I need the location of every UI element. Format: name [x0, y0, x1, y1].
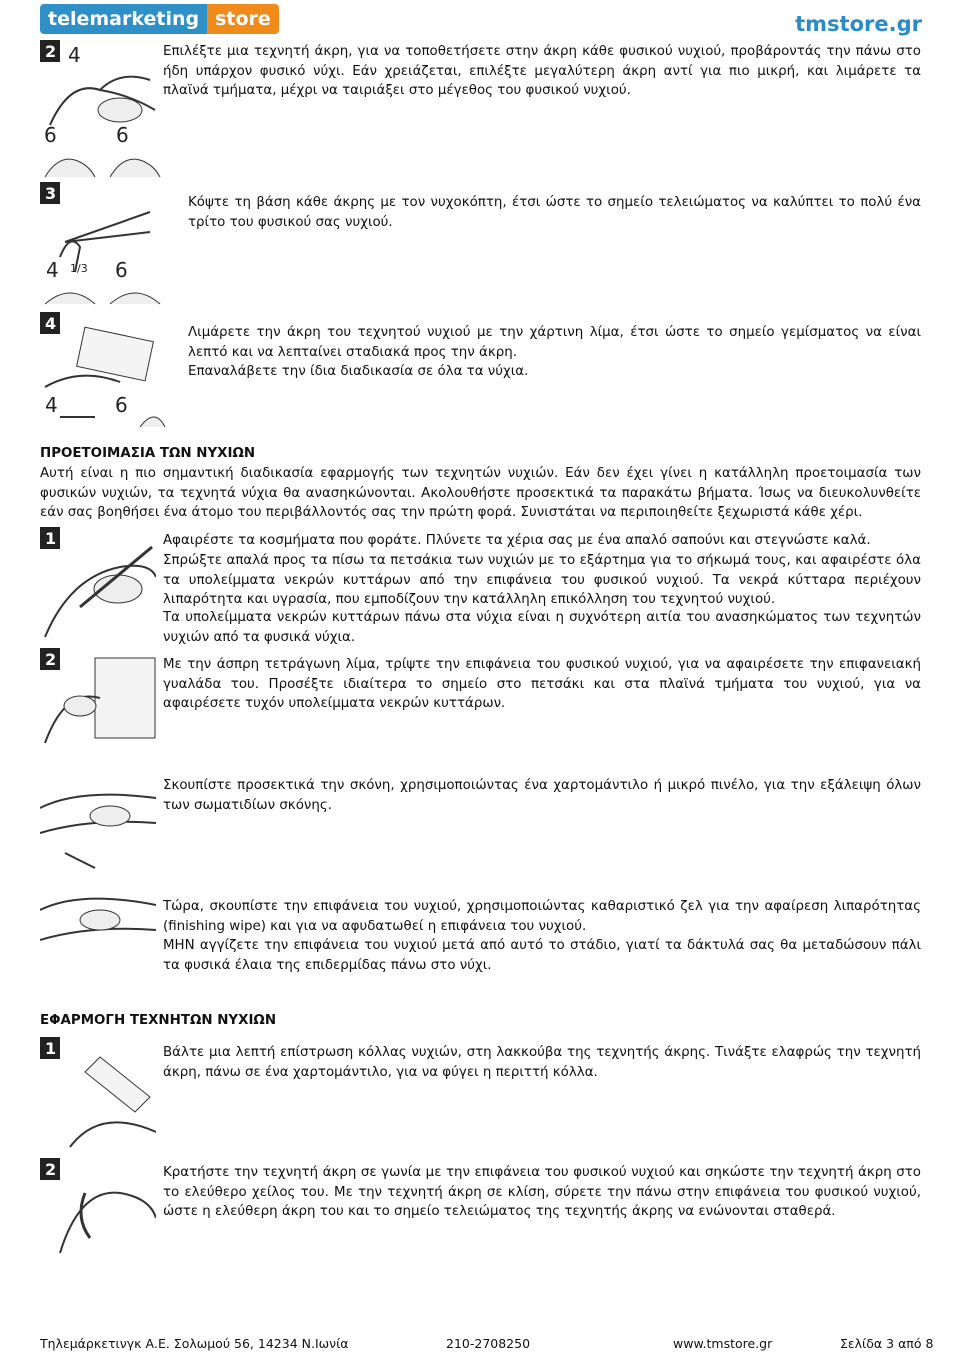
illustration-prep-cuticle — [40, 527, 156, 645]
footer-company: Τηλεμάρκετινγκ Α.Ε. Σολωμού 56, 14234 Ν.Ιωνία — [40, 1336, 349, 1351]
badge-label: 1/3 — [70, 262, 88, 275]
footer-phone: 210-2708250 — [446, 1336, 531, 1351]
badge-label: 4 — [45, 393, 58, 417]
text-prep-3: Σκουπίστε προσεκτικά την σκόνη, χρησιμοποιώντας ένα χαρτομάντιλο ή μικρό πινέλο, για την εξάλειψη όλων των σωματιδίων σκόνης. — [163, 778, 921, 813]
text-prep-1a: Αφαιρέστε τα κοσμήματα που φοράτε. Πλύνετε τα χέρια σας με ένα απαλό σαπούνι και στεγνώστε καλά. — [163, 533, 871, 548]
footer-web[interactable]: www.tmstore.gr — [673, 1336, 773, 1351]
badge-label: 3 — [45, 184, 57, 203]
section-title-prep: ΠΡΟΕΤΟΙΜΑΣΙΑ ΤΩΝ ΝΥΧΙΩΝ — [40, 446, 256, 461]
badge-label: 6 — [115, 393, 128, 417]
badge-label: 2 — [45, 1160, 57, 1179]
badge-label: 1 — [45, 1039, 57, 1058]
text-prep-4a: Τώρα, σκουπίστε την επιφάνεια του νυχιού, χρησιμοποιώντας καθαριστικό ζελ για την αφαίρεση λιπαρότητας (finishing wipe) και για να αφυδατωθεί η επιφάνεια του νυχιού. — [163, 899, 921, 934]
illustration-prep-dust — [40, 768, 156, 878]
text-file-tip-1: Λιμάρετε την άκρη του τεχνητού νυχιού με την χάρτινη λίμα, έτσι ώστε το σημείο γεμίσματος να είναι λεπτό και να λεπταίνει σταδιακά προς την άκρη. — [188, 325, 921, 360]
footer-page-number: Σελίδα 3 από 8 — [840, 1336, 934, 1351]
text-apply-2: Κρατήστε την τεχνητή άκρη σε γωνία με την επιφάνεια του φυσικού νυχιού και σηκώστε την τεχνητή άκρη στο το ελεύθερο χείλος του. Με την τεχνητή άκρη σε κλίση, σύρετε την πάνω στην επιφάνεια του φυσικού νυχιού, ώστε η ελεύθερη άκρη του και το σημείο τελειώματος της τεχνητής άκρης να ενώνονται σταθερά. — [163, 1165, 921, 1220]
text-prep-2: Με την άσπρη τετράγωνη λίμα, τρίψτε την επιφάνεια του φυσικού νυχιού, για να αφαιρέσετε την επιφανειακή γυαλάδα του. Προσέξτε ιδιαίτερα το σημείο στο πετσάκι και στα πλαϊνά τμήματα του νυχιού, για να αφαιρέσετε τυχόν υπολείμματα νεκρών κυττάρων. — [163, 657, 921, 712]
badge-label: 2 — [45, 42, 57, 61]
logo-store: store — [207, 4, 279, 34]
badge-label: 6 — [115, 258, 128, 282]
text-fit-tip: Επιλέξτε μια τεχνητή άκρη, για να τοποθετήσετε στην άκρη κάθε φυσικού νυχιού, προβάροντάς την πάνω στο ήδη υπάρχον φυσικό νύχι. Εάν χρειάζεται, επιλέξτε μεγαλύτερη άκρη αντί για πιο μικρή, και λιμάρετε τα πλαϊνά τμήματα, μέχρι να ταιριάξει στο μέγεθος του φυσικού νυχιού. — [163, 44, 921, 99]
badge-label: 6 — [116, 123, 129, 147]
illustration-fit-tip — [40, 40, 162, 130]
text-prep-1c: Τα υπολείμματα νεκρών κυττάρων πάνω στα νύχια είναι η συχνότερη αιτία του ανασηκώματος των τεχνητών νυχιών από τα φυσικά νύχια. — [163, 610, 921, 645]
illustration-sizes — [40, 122, 162, 182]
text-file-tip-2: Επαναλάβετε την ίδια διαδικασία σε όλα τα νύχια. — [188, 364, 529, 379]
logo-telemarketing: telemarketing — [40, 4, 207, 34]
badge-label: 4 — [68, 43, 81, 67]
illustration-file-tip — [40, 312, 166, 432]
illustration-apply-tip — [40, 1158, 156, 1258]
illustration-prep-buff — [40, 648, 156, 748]
badge-label: 2 — [45, 650, 57, 669]
section-title-apply: ΕΦΑΡΜΟΓΗ ΤΕΧΝΗΤΩΝ ΝΥΧΙΩΝ — [40, 1013, 277, 1028]
illustration-prep-wipe — [40, 880, 156, 960]
text-apply-1: Βάλτε μια λεπτή επίστρωση κόλλας νυχιών, στη λακκούβα της τεχνητής άκρης. Τινάξτε ελαφρώς την τεχνητή άκρη, πάνω σε ένα χαρτομάντιλο, για να φύγει η περιττή κόλλα. — [163, 1045, 921, 1080]
site-name: tmstore.gr — [795, 12, 922, 36]
illustration-apply-glue — [40, 1037, 156, 1149]
badge-label: 4 — [46, 258, 59, 282]
brand-logo — [40, 4, 279, 34]
badge-label: 6 — [44, 123, 57, 147]
text-prep-1b: Σπρώξτε απαλά προς τα πίσω τα πετσάκια των νυχιών με το εξάρτημα για το σήκωμά τους, και αφαιρέστε όλα τα υπολείμματα νεκρών κυττάρων από την επιφάνεια του φυσικού νυχιού. Τα νεκρά κύτταρα περιέχουν λιπαρότητα και υγρασία, που εμποδίζουν την κατάλληλη επικόλληση του τεχνητού νυχιού. — [163, 553, 921, 608]
badge-label: 1 — [45, 529, 57, 548]
text-prep-4b: ΜΗΝ αγγίζετε την επιφάνεια του νυχιού μετά από αυτό το στάδιο, γιατί τα δάκτυλά σας θα μεταδώσουν πάλι τα φυσικά έλαια της επιδερμίδας πάνω στο νύχι. — [163, 938, 921, 973]
badge-label: 4 — [45, 314, 57, 333]
text-prep-intro: Αυτή είναι η πιο σημαντική διαδικασία εφαρμογής των τεχνητών νυχιών. Εάν δεν έχει γίνει η κατάλληλη προετοιμασία των φυσικών νυχιών, τα τεχνητά νύχια θα ανασηκώνονται. Ακολουθήστε προσεκτικά τα παρακάτω βήματα. Ίσως να διευκολυνθείτε εάν σας βοηθήσει ένα άτομο του περιβάλλοντός σας την πρώτη φορά. Συνιστάται να περιποιηθείτε ξεχωριστά κάθε χέρι. — [40, 466, 921, 521]
text-cut-tip: Κόψτε τη βάση κάθε άκρης με τον νυχοκόπτη, έτσι ώστε το σημείο τελειώματος να καλύπτει το πολύ ένα τρίτο του φυσικού σας νυχιού. — [188, 195, 921, 230]
illustration-cut-tip — [40, 182, 162, 307]
